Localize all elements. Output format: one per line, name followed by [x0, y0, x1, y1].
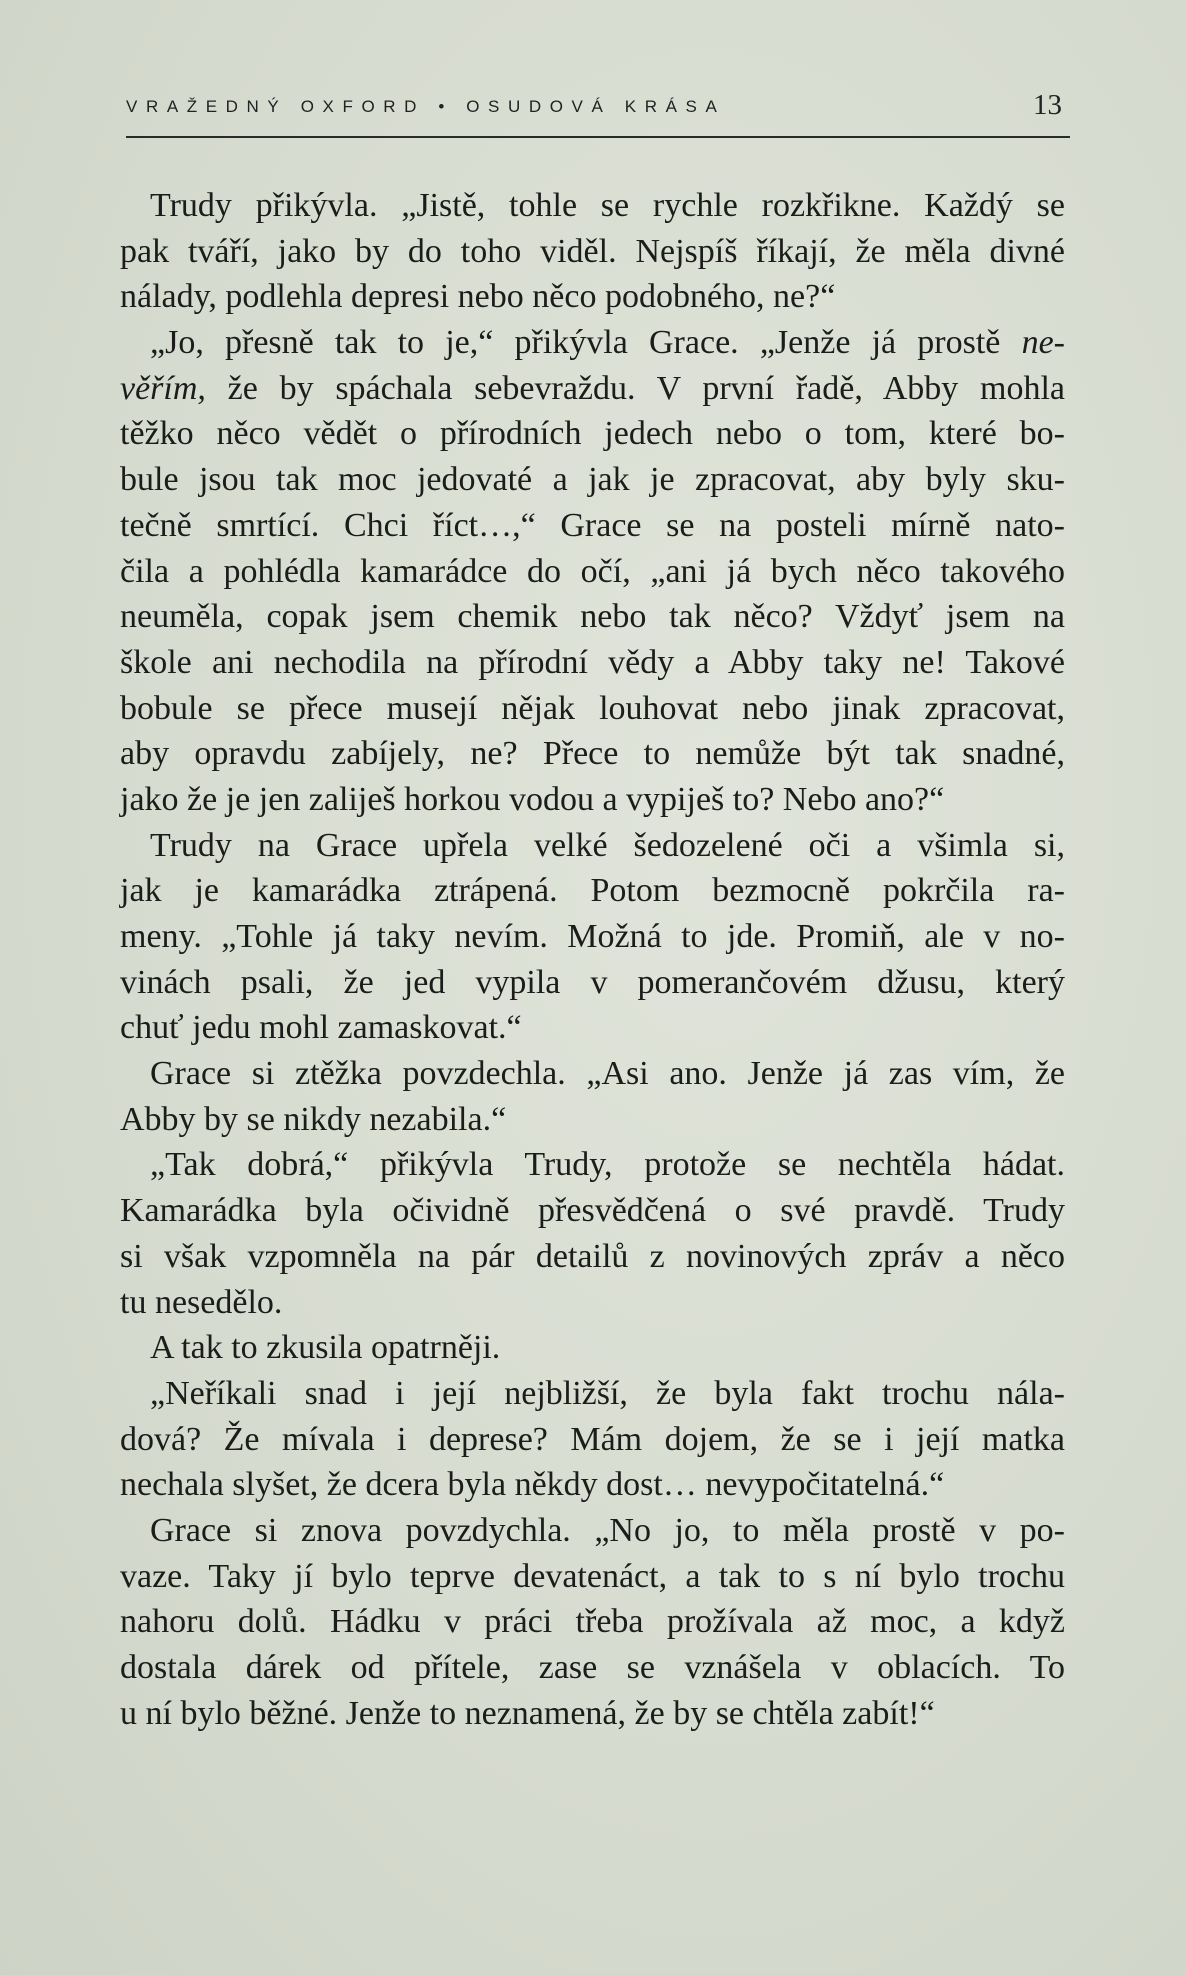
text-line: [150, 1508, 1065, 1554]
text-span: aby opravdu zabíjely, ne? Přece to nemůže být tak snadné,: [120, 735, 1065, 773]
text-line: [120, 1462, 1065, 1508]
text-line: [120, 686, 1065, 732]
text-span: meny. „Tohle já taky nevím. Možná to jde. Promiň, ale v no-: [120, 918, 1065, 955]
text-span: tečně smrtící. Chci říct…,“ Grace se na posteli mírně nato-: [120, 506, 1065, 544]
text-line: [120, 1645, 1065, 1691]
text-span: „Tak dobrá,“ přikývla Trudy, protože se nechtěla hádat.: [150, 1146, 1065, 1184]
page-header: [126, 89, 1070, 135]
text-line: [120, 1097, 1065, 1143]
text-span: Trudy přikývla. „Jistě, tohle se rychle rozkřikne. Každý se: [150, 187, 1065, 224]
text-line: [120, 457, 1065, 503]
text-line: [120, 914, 1065, 960]
text-span: dostala dárek od přítele, zase se vznášela v oblacích. To: [120, 1649, 1065, 1686]
text-span: škole ani nechodila na přírodní vědy a Abby taky ne! Takové: [120, 643, 1065, 681]
text-line: [120, 1691, 1065, 1737]
text-line: [120, 868, 1065, 914]
text-line: [120, 1234, 1065, 1280]
text-line: [150, 1371, 1065, 1417]
text-line: [120, 640, 1065, 686]
text-span: nahoru dolů. Hádku v práci třeba prožívala až moc, a když: [120, 1603, 1065, 1641]
text-span: jako že je jen zaliješ horkou vodou a vypiješ to? Nebo ano?“: [120, 780, 945, 818]
header-rule: [126, 136, 1070, 138]
text-span: vaze. Taky jí bylo teprve devatenáct, a tak to s ní bylo trochu: [120, 1557, 1065, 1595]
text-span: si však vzpomněla na pár detailů z novinových zpráv a něco: [120, 1237, 1065, 1275]
text-span: jak je kamarádka ztrápená. Potom bezmocně pokrčila ra-: [120, 872, 1065, 910]
text-span: Trudy na Grace upřela velké šedozelené oči a všimla si,: [150, 826, 1065, 864]
text-span: Kamarádka byla očividně přesvědčená o své pravdě. Trudy: [120, 1192, 1065, 1230]
italic-text: ne-: [1021, 324, 1065, 362]
text-line: [120, 229, 1065, 275]
running-head: VRAŽEDNÝ OXFORD • OSUDOVÁ KRÁSA: [126, 97, 726, 116]
text-line: [120, 731, 1065, 777]
text-line: [120, 274, 1065, 320]
text-span: dová? Že mívala i deprese? Mám dojem, že se i její matka: [120, 1420, 1065, 1458]
text-line: [120, 549, 1065, 595]
text-span: neuměla, copak jsem chemik nebo tak něco? Vždyť jsem na: [120, 598, 1065, 636]
text-span: bule jsou tak moc jedovaté a jak je zpracovat, aby byly sku-: [120, 461, 1065, 499]
text-span: vinách psali, že jed vypila v pomerančovém džusu, který: [120, 963, 1065, 1001]
text-line: [120, 503, 1065, 549]
text-span: „Neříkali snad i její nejbližší, že byla fakt trochu nála-: [150, 1374, 1065, 1412]
text-span: bobule se přece musejí nějak louhovat nebo jinak zpracovat,: [120, 689, 1065, 727]
text-span: „Jo, přesně tak to je,“ přikývla Grace. „Jenže já prostě: [150, 324, 1022, 362]
text-line: [120, 1188, 1065, 1234]
text-line: [150, 823, 1065, 869]
text-line: [150, 1325, 1065, 1371]
text-span: chuť jedu mohl zamaskovat.“: [120, 1009, 522, 1047]
text-line: [120, 366, 1065, 412]
text-line: [120, 1280, 1065, 1326]
text-span: Abby by se nikdy nezabila.“: [120, 1100, 507, 1138]
text-span: pak tváří, jako by do toho viděl. Nejspíš říkají, že měla divné: [120, 232, 1065, 270]
text-line: [120, 960, 1065, 1006]
text-span: u ní bylo běžné. Jenže to neznamená, že by se chtěla zabít!“: [120, 1694, 935, 1732]
text-span: těžko něco vědět o přírodních jedech nebo o tom, které bo-: [120, 415, 1065, 453]
text-line: [120, 1005, 1065, 1051]
text-line: [150, 183, 1065, 229]
page-number: 13: [1033, 89, 1062, 121]
text-span: tu nesedělo.: [120, 1283, 283, 1321]
text-line: [120, 1417, 1065, 1463]
text-line: [150, 1051, 1065, 1097]
text-span: Grace si ztěžka povzdechla. „Asi ano. Jenže já zas vím, že: [150, 1055, 1065, 1093]
text-span: Grace si znova povzdychla. „No jo, to měla prostě v po-: [150, 1511, 1065, 1549]
text-span: že by spáchala sebevraždu. V první řadě, Abby mohla: [205, 369, 1065, 407]
text-span: nechala slyšet, že dcera byla někdy dost… nevypočitatelná.“: [120, 1466, 945, 1504]
text-line: [120, 1599, 1065, 1645]
text-span: nálady, podlehla depresi nebo něco podobného, ne?“: [120, 278, 836, 316]
body-text: [120, 183, 1065, 1736]
text-span: čila a pohlédla kamarádce do očí, „ani já bych něco takového: [120, 552, 1065, 590]
text-line: [120, 594, 1065, 640]
text-line: [150, 320, 1065, 366]
text-span: A tak to zkusila opatrněji.: [150, 1329, 501, 1367]
italic-text: věřím,: [120, 369, 206, 407]
text-line: [150, 1142, 1065, 1188]
text-line: [120, 411, 1065, 457]
text-line: [120, 1554, 1065, 1600]
text-line: [120, 777, 1065, 823]
